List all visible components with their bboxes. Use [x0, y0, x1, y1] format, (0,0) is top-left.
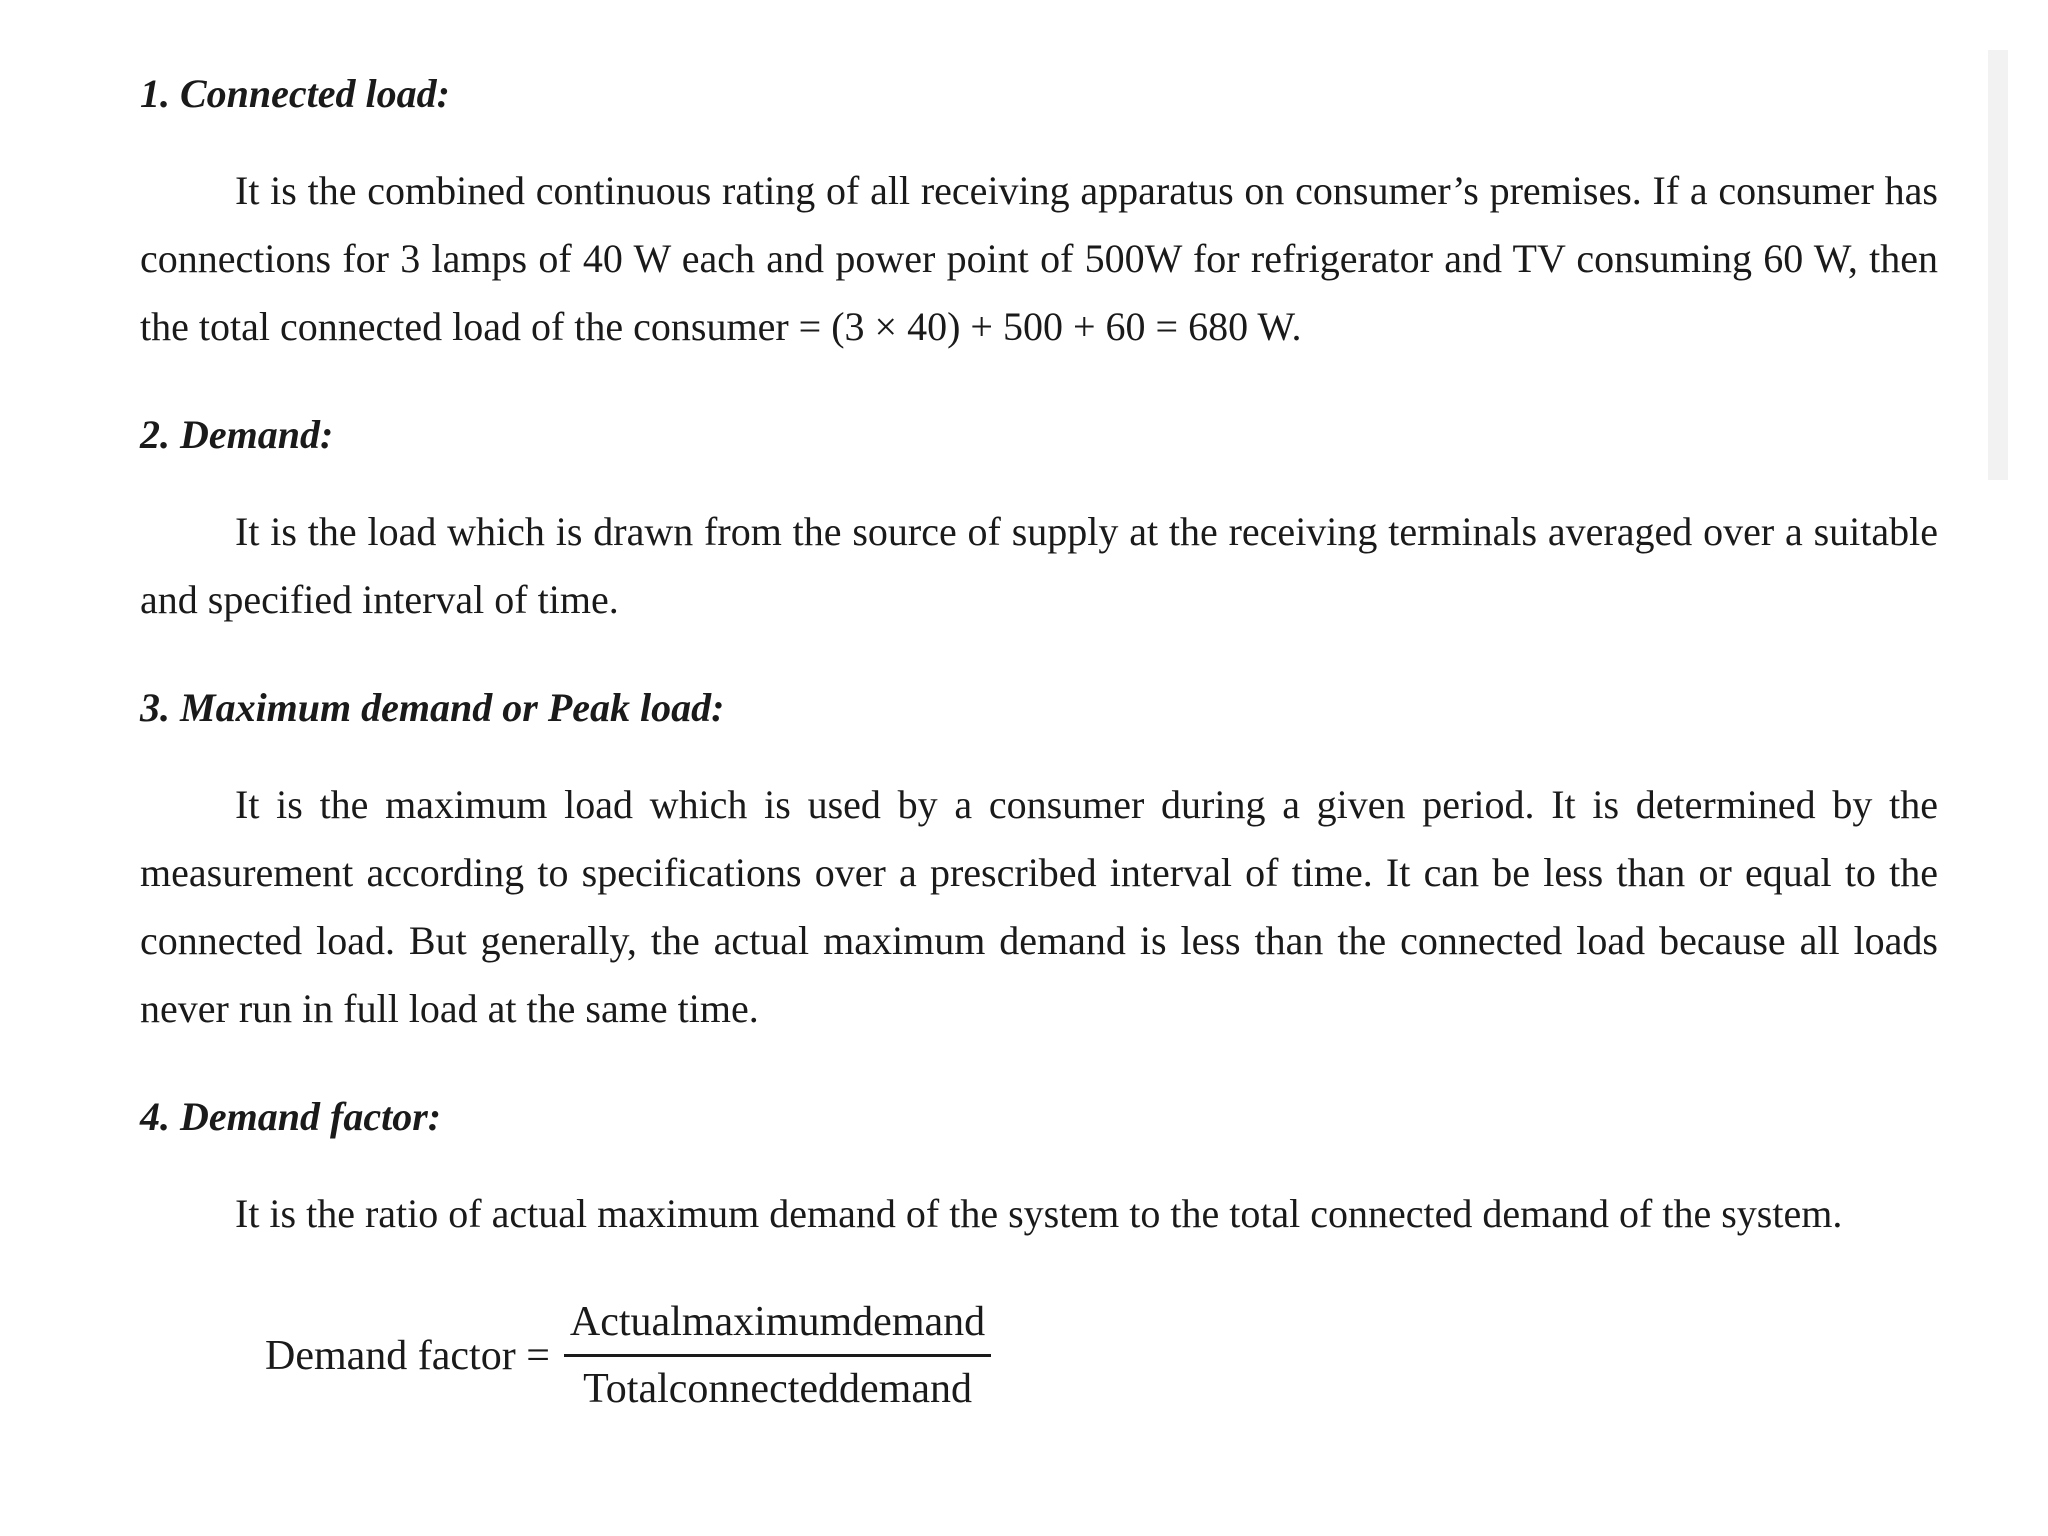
formula-numerator: Actualmaximumdemand [564, 1298, 991, 1357]
section-demand [140, 411, 1938, 634]
section-connected-load [140, 70, 1938, 361]
formula-fraction [564, 1298, 991, 1413]
section-demand-factor [140, 1093, 1938, 1248]
section-paragraph: It is the ratio of actual maximum demand of the system to the total connected demand of the system. [235, 1191, 1843, 1236]
section-maximum-demand [140, 684, 1938, 1043]
section-heading: 2. Demand: [140, 412, 334, 457]
section-paragraph: It is the maximum load which is used by a consumer during a given period. It is determined by the measurement according to specifications over a prescribed interval of time. It can be less than or equal to the connected load. But generally, the actual maximum demand is less than the connected load because all loads never run in full load at the same time. [140, 782, 1938, 1031]
section-heading: 1. Connected load: [140, 71, 450, 116]
section-paragraph: It is the combined continuous rating of all receiving apparatus on consumer’s premises. If a consumer has connections for 3 lamps of 40 W each and power point of 500W for refrigerator and TV consuming 60 W, then the total connected load of the consumer = (3 × 40) + 500 + 60 = 680 W. [140, 168, 1938, 349]
formula-label: Demand factor = [265, 1332, 550, 1379]
scan-shadow [1988, 50, 2008, 480]
section-heading: 3. Maximum demand or Peak load: [140, 685, 725, 730]
demand-factor-formula [265, 1298, 1938, 1413]
section-heading: 4. Demand factor: [140, 1094, 442, 1139]
section-paragraph: It is the load which is drawn from the source of supply at the receiving terminals averaged over a suitable and specified interval of time. [140, 509, 1938, 622]
formula-denominator: Totalconnecteddemand [583, 1366, 972, 1412]
